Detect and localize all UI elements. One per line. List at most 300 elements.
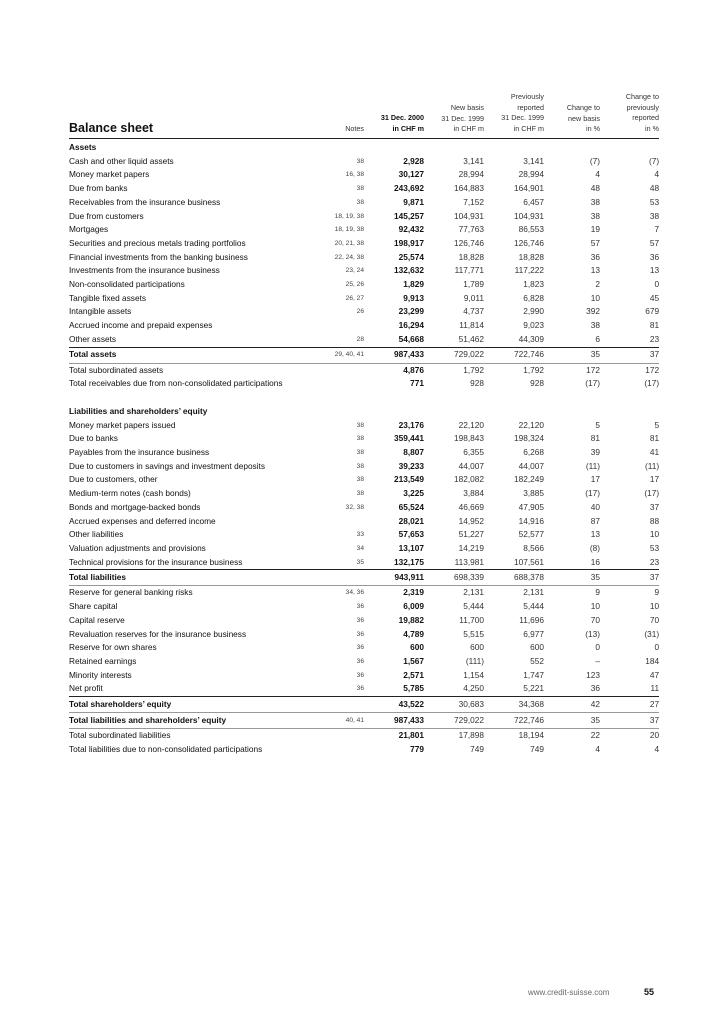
value-2000: 23,176: [398, 419, 424, 430]
table-row: [69, 729, 659, 743]
change-new-basis: 38: [590, 210, 600, 221]
table-row: [69, 305, 659, 319]
value-1999-new-basis: 4,250: [463, 683, 484, 694]
value-1999-previously-reported: 1,747: [523, 669, 544, 680]
value-1999-previously-reported: 2,990: [523, 306, 544, 317]
change-previously-reported: 37: [600, 570, 659, 586]
row-label: Medium-term notes (cash bonds): [69, 488, 191, 499]
value-2000: 943,911: [364, 570, 424, 586]
row-label: Non-consolidated participations: [69, 279, 185, 290]
value-1999-new-basis: 44,007: [458, 460, 484, 471]
value-1999-previously-reported: 6,828: [523, 292, 544, 303]
change-new-basis: 10: [590, 601, 600, 612]
row-notes: 20, 21, 38: [334, 239, 364, 247]
row-notes: 18, 19, 38: [334, 226, 364, 234]
value-1999-previously-reported: 5,221: [523, 683, 544, 694]
header-text: Change to: [566, 103, 600, 112]
value-2000: 213,549: [394, 474, 424, 485]
value-1999-previously-reported: 6,457: [523, 196, 544, 207]
row-label: Total liabilities and shareholders’ equity: [69, 713, 309, 729]
table-row: [69, 251, 659, 265]
row-notes: 38: [356, 476, 364, 484]
header-rule: [69, 138, 659, 139]
value-1999-previously-reported: 28,994: [518, 169, 544, 180]
section-heading-row: [69, 405, 659, 419]
section-heading: Assets: [69, 142, 97, 152]
value-2000: 132,632: [394, 265, 424, 276]
value-1999-new-basis: 18,828: [458, 251, 484, 262]
col-previously-reported-header: [501, 92, 544, 134]
value-1999-new-basis: 126,746: [454, 237, 484, 248]
page-number: 55: [644, 987, 655, 997]
table-row: [69, 278, 659, 292]
value-2000: 4,876: [403, 364, 424, 375]
change-new-basis: 22: [590, 730, 600, 741]
row-notes: 35: [356, 558, 364, 566]
value-2000: 600: [410, 642, 424, 653]
row-label: Total subordinated assets: [69, 364, 164, 375]
change-previously-reported: 70: [649, 614, 660, 625]
table-row: [69, 292, 659, 306]
change-previously-reported: 38: [649, 210, 660, 221]
change-previously-reported: 37: [600, 713, 659, 729]
row-notes: 22, 24, 38: [334, 253, 364, 261]
row-label: Due from customers: [69, 210, 144, 221]
value-2000: 2,928: [403, 155, 424, 166]
total-row: [69, 570, 659, 586]
row-notes: 38: [356, 421, 364, 429]
change-previously-reported: 184: [645, 655, 660, 666]
change-previously-reported: 0: [654, 279, 660, 290]
row-label: Accrued income and prepaid expenses: [69, 320, 213, 331]
row-label: Total assets: [69, 347, 309, 363]
row-notes: 34: [356, 544, 364, 552]
header-text: in %: [586, 124, 600, 133]
total-row: [69, 697, 659, 713]
row-notes: [309, 319, 364, 333]
row-label: Share capital: [69, 601, 118, 612]
value-1999-previously-reported: 6,268: [523, 447, 544, 458]
footer-url[interactable]: www.credit-suisse.com: [528, 988, 610, 997]
header-text: reported: [632, 113, 659, 122]
row-label: Retained earnings: [69, 655, 137, 666]
value-1999-new-basis: 928: [470, 378, 484, 389]
value-2000: 21,801: [398, 730, 424, 741]
row-label: Total liabilities: [69, 570, 309, 586]
table-row: [69, 264, 659, 278]
change-previously-reported: 20: [649, 730, 660, 741]
section-heading: Liabilities and shareholders’ equity: [69, 405, 208, 416]
row-label: Total subordinated liabilities: [69, 730, 171, 741]
value-2000: 9,913: [403, 292, 424, 303]
row-notes: 36: [356, 630, 364, 638]
row-label: Minority interests: [69, 669, 132, 680]
row-label: Other liabilities: [69, 529, 124, 540]
change-previously-reported: 45: [649, 292, 660, 303]
row-notes: 38: [356, 449, 364, 457]
change-previously-reported: 41: [649, 447, 660, 458]
value-1999-previously-reported: 52,577: [518, 529, 544, 540]
value-1999-new-basis: 11,814: [459, 320, 484, 331]
change-previously-reported: 0: [654, 642, 660, 653]
row-notes: [309, 570, 364, 586]
notes-column-header: [345, 124, 364, 135]
table-row: [69, 223, 659, 237]
row-label: Total liabilities due to non-consolidated participations: [69, 743, 263, 754]
page-title: Balance sheet: [69, 121, 154, 135]
value-1999-new-basis: 22,120: [458, 419, 484, 430]
row-notes: 36: [356, 671, 364, 679]
change-previously-reported: 9: [654, 587, 660, 598]
change-previously-reported: (17): [644, 378, 660, 389]
change-new-basis: 4: [595, 743, 600, 754]
value-1999-new-basis: 729,022: [424, 347, 484, 363]
table-row: [69, 168, 659, 182]
row-label: Securities and precious metals trading portfolios: [69, 237, 246, 248]
row-notes: 23, 24: [345, 267, 364, 275]
value-1999-new-basis: 1,154: [463, 669, 484, 680]
row-notes: [309, 697, 364, 713]
header-text: 31 Dec. 1999: [501, 113, 544, 122]
change-previously-reported: 47: [649, 669, 660, 680]
value-1999-previously-reported: 182,249: [514, 474, 544, 485]
change-new-basis: 17: [590, 474, 600, 485]
change-previously-reported: 81: [649, 433, 660, 444]
change-new-basis: 172: [586, 364, 600, 375]
row-notes: 36: [356, 685, 364, 693]
value-1999-new-basis: 117,771: [454, 265, 484, 276]
value-1999-new-basis: 46,669: [458, 501, 484, 512]
header-text: in %: [645, 123, 659, 133]
row-label: Due to customers in savings and investment deposits: [69, 460, 265, 471]
change-previously-reported: 5: [654, 419, 660, 430]
row-label: Bonds and mortgage-backed bonds: [69, 501, 201, 512]
table-row: [69, 743, 659, 757]
value-1999-new-basis: 4,737: [463, 306, 484, 317]
change-new-basis: 87: [590, 515, 600, 526]
change-new-basis: 42: [544, 697, 600, 713]
change-previously-reported: 7: [654, 224, 660, 235]
value-1999-new-basis: 30,683: [424, 697, 484, 713]
header-text: New basis: [450, 103, 484, 112]
value-2000: 2,571: [403, 669, 424, 680]
header-text: reported: [517, 102, 544, 112]
row-notes: [309, 743, 364, 757]
value-2000: 23,299: [398, 306, 424, 317]
header-text: 31 Dec. 2000: [380, 113, 424, 122]
value-1999-new-basis: 1,789: [463, 279, 484, 290]
change-previously-reported: 13: [649, 265, 660, 276]
value-1999-new-basis: 5,515: [463, 628, 484, 639]
value-2000: 5,785: [403, 683, 424, 694]
total-row: [69, 713, 659, 729]
value-1999-previously-reported: 600: [530, 642, 544, 653]
value-1999-previously-reported: 688,378: [484, 570, 544, 586]
row-notes: [309, 377, 364, 391]
change-new-basis: 36: [590, 251, 600, 262]
change-previously-reported: 53: [649, 196, 660, 207]
row-notes: 33: [356, 531, 364, 539]
row-notes: 34, 36: [345, 589, 364, 597]
change-previously-reported: (11): [644, 460, 660, 471]
value-2000: 65,524: [398, 501, 424, 512]
row-notes: 40, 41: [309, 713, 364, 729]
row-label: Mortgages: [69, 224, 109, 235]
value-1999-new-basis: 749: [470, 743, 484, 754]
header-text: Previously: [510, 92, 544, 101]
row-notes: 16, 38: [345, 171, 364, 179]
table-row: [69, 542, 659, 556]
table-row: [69, 501, 659, 515]
value-1999-new-basis: 2,131: [463, 587, 484, 598]
change-previously-reported: 37: [649, 501, 660, 512]
table-row: [69, 655, 659, 669]
change-new-basis: 10: [590, 292, 600, 303]
value-2000: 2,319: [403, 587, 424, 598]
col-31dec2000-header: [381, 113, 424, 134]
row-label: Reserve for own shares: [69, 642, 157, 653]
value-1999-new-basis: 1,792: [463, 364, 484, 375]
change-new-basis: 39: [590, 447, 600, 458]
value-1999-new-basis: 182,082: [454, 474, 484, 485]
change-new-basis: 13: [590, 529, 600, 540]
value-1999-new-basis: 104,931: [454, 210, 484, 221]
change-previously-reported: 10: [649, 601, 660, 612]
value-1999-new-basis: 77,763: [458, 224, 484, 235]
row-label: Technical provisions for the insurance business: [69, 556, 243, 567]
table-row: [69, 556, 659, 570]
header-text: in CHF m: [453, 124, 484, 133]
value-1999-new-basis: 198,843: [454, 433, 484, 444]
table-row: [69, 487, 659, 501]
row-label: Total shareholders’ equity: [69, 697, 309, 713]
change-new-basis: 57: [590, 237, 600, 248]
row-notes: 26: [356, 308, 364, 316]
value-1999-new-basis: 17,898: [458, 730, 484, 741]
spacer-cell: [69, 391, 659, 405]
row-notes: 36: [356, 644, 364, 652]
row-notes: 38: [356, 185, 364, 193]
value-1999-previously-reported: 86,553: [518, 224, 544, 235]
change-new-basis: 123: [586, 669, 600, 680]
row-label: Money market papers: [69, 169, 150, 180]
value-1999-previously-reported: 9,023: [523, 320, 544, 331]
value-2000: 43,522: [364, 697, 424, 713]
value-2000: 30,127: [398, 169, 424, 180]
value-2000: 19,882: [398, 614, 424, 625]
value-1999-previously-reported: 6,977: [523, 628, 544, 639]
col-new-basis-header: [441, 103, 484, 135]
value-2000: 779: [410, 743, 424, 754]
change-new-basis: 35: [544, 347, 600, 363]
row-label: Due to banks: [69, 433, 118, 444]
table-row: [69, 377, 659, 391]
row-label: Total receivables due from non-consolidated participations: [69, 378, 283, 389]
value-1999-previously-reported: 928: [530, 378, 544, 389]
table-row: [69, 669, 659, 683]
change-previously-reported: 679: [645, 306, 660, 317]
value-2000: 6,009: [403, 601, 424, 612]
change-new-basis: –: [595, 655, 600, 666]
row-label: Due to customers, other: [69, 474, 158, 485]
value-1999-previously-reported: 8,566: [523, 542, 544, 553]
value-2000: 28,021: [398, 515, 424, 526]
change-previously-reported: 10: [649, 529, 660, 540]
change-previously-reported: 23: [649, 333, 660, 344]
value-2000: 243,692: [394, 183, 424, 194]
row-notes: [309, 363, 364, 377]
row-label: Capital reserve: [69, 614, 125, 625]
value-1999-previously-reported: 18,828: [518, 251, 544, 262]
row-notes: 25, 26: [345, 281, 364, 289]
change-new-basis: 5: [595, 419, 600, 430]
change-previously-reported: 37: [600, 347, 659, 363]
change-new-basis: 2: [595, 279, 600, 290]
value-1999-new-basis: 51,462: [458, 333, 484, 344]
table-row: [69, 363, 659, 377]
value-1999-previously-reported: 552: [530, 655, 544, 666]
total-row: [69, 347, 659, 363]
value-1999-previously-reported: 749: [530, 743, 544, 754]
value-2000: 54,668: [398, 333, 424, 344]
change-previously-reported: 36: [649, 251, 660, 262]
value-2000: 25,574: [398, 251, 424, 262]
col-change-previously-header: [626, 92, 659, 134]
table-row: [69, 473, 659, 487]
change-new-basis: 4: [595, 169, 600, 180]
change-new-basis: 35: [544, 570, 600, 586]
value-2000: 359,441: [394, 433, 424, 444]
header-text: in CHF m: [513, 123, 544, 133]
change-previously-reported: 27: [600, 697, 659, 713]
balance-sheet-table: [69, 141, 659, 756]
change-new-basis: (17): [585, 378, 600, 389]
change-new-basis: (13): [585, 628, 600, 639]
table-row: [69, 237, 659, 251]
value-1999-new-basis: 698,339: [424, 570, 484, 586]
row-label: Net profit: [69, 683, 103, 694]
value-2000: 987,433: [364, 347, 424, 363]
row-notes: 38: [356, 157, 364, 165]
change-new-basis: 40: [590, 501, 600, 512]
header-text: previously: [626, 102, 659, 112]
change-new-basis: 16: [590, 556, 600, 567]
table-row: [69, 210, 659, 224]
value-1999-previously-reported: 3,141: [523, 155, 544, 166]
value-1999-previously-reported: 44,007: [518, 460, 544, 471]
value-1999-previously-reported: 722,746: [484, 347, 544, 363]
value-2000: 92,432: [398, 224, 424, 235]
value-2000: 9,871: [403, 196, 424, 207]
value-2000: 198,917: [394, 237, 424, 248]
change-new-basis: 392: [586, 306, 600, 317]
value-1999-previously-reported: 117,222: [514, 265, 544, 276]
row-notes: 36: [356, 657, 364, 665]
value-2000: 13,107: [398, 542, 424, 553]
value-2000: 1,567: [403, 655, 424, 666]
table-row: [69, 600, 659, 614]
value-1999-previously-reported: 44,309: [518, 333, 544, 344]
value-2000: 3,225: [403, 488, 424, 499]
value-2000: 16,294: [398, 320, 424, 331]
change-new-basis: 38: [590, 196, 600, 207]
value-1999-previously-reported: 22,120: [518, 419, 544, 430]
value-1999-new-basis: 729,022: [424, 713, 484, 729]
row-label: Financial investments from the banking business: [69, 251, 248, 262]
row-label: Payables from the insurance business: [69, 447, 210, 458]
value-2000: 4,789: [403, 628, 424, 639]
change-new-basis: 70: [590, 614, 600, 625]
change-new-basis: 38: [590, 320, 600, 331]
table-row: [69, 641, 659, 655]
change-previously-reported: (17): [644, 488, 660, 499]
row-notes: [309, 729, 364, 743]
change-previously-reported: 53: [649, 542, 660, 553]
row-label: Investments from the insurance business: [69, 265, 220, 276]
value-1999-new-basis: 600: [470, 642, 484, 653]
change-previously-reported: 4: [654, 169, 660, 180]
value-1999-new-basis: 6,355: [463, 447, 484, 458]
change-new-basis: 48: [590, 183, 600, 194]
header-text: new basis: [568, 113, 600, 123]
table-row: [69, 586, 659, 600]
value-1999-new-basis: 28,994: [458, 169, 484, 180]
row-notes: 36: [356, 616, 364, 624]
change-previously-reported: 17: [649, 474, 660, 485]
row-notes: 26, 27: [345, 294, 364, 302]
value-2000: 1,829: [403, 279, 424, 290]
row-notes: 29, 40, 41: [309, 347, 364, 363]
row-notes: 28: [356, 335, 364, 343]
value-1999-previously-reported: 2,131: [523, 587, 544, 598]
row-notes: 32, 38: [345, 503, 364, 511]
change-new-basis: 81: [590, 433, 600, 444]
row-notes: 18, 19, 38: [334, 212, 364, 220]
row-label: Receivables from the insurance business: [69, 196, 221, 207]
row-label: Accrued expenses and deferred income: [69, 515, 216, 526]
value-1999-previously-reported: 1,792: [523, 364, 544, 375]
table-header: [0, 0, 728, 140]
value-1999-previously-reported: 5,444: [523, 601, 544, 612]
value-1999-new-basis: 3,884: [463, 488, 484, 499]
row-label: Revaluation reserves for the insurance business: [69, 628, 247, 639]
change-previously-reported: 48: [649, 183, 660, 194]
value-2000: 987,433: [364, 713, 424, 729]
header-text: in CHF m: [392, 123, 424, 133]
table-row: [69, 446, 659, 460]
value-1999-previously-reported: 18,194: [518, 730, 544, 741]
value-1999-previously-reported: 11,696: [519, 614, 544, 625]
value-1999-new-basis: 164,883: [454, 183, 484, 194]
change-previously-reported: 57: [649, 237, 660, 248]
section-heading-row: [69, 141, 659, 155]
value-1999-previously-reported: 47,905: [518, 501, 544, 512]
value-2000: 39,233: [398, 460, 424, 471]
value-2000: 145,257: [394, 210, 424, 221]
value-1999-new-basis: 7,152: [463, 196, 484, 207]
col-change-new-basis-header: [567, 103, 600, 135]
row-label: Other assets: [69, 333, 117, 344]
value-2000: 57,653: [398, 529, 424, 540]
table-row: [69, 528, 659, 542]
change-previously-reported: 81: [649, 320, 660, 331]
value-1999-new-basis: 11,700: [459, 614, 484, 625]
value-1999-new-basis: 5,444: [463, 601, 484, 612]
change-new-basis: (17): [585, 488, 600, 499]
table-row: [69, 182, 659, 196]
table-row: [69, 682, 659, 696]
change-new-basis: (11): [585, 460, 600, 471]
